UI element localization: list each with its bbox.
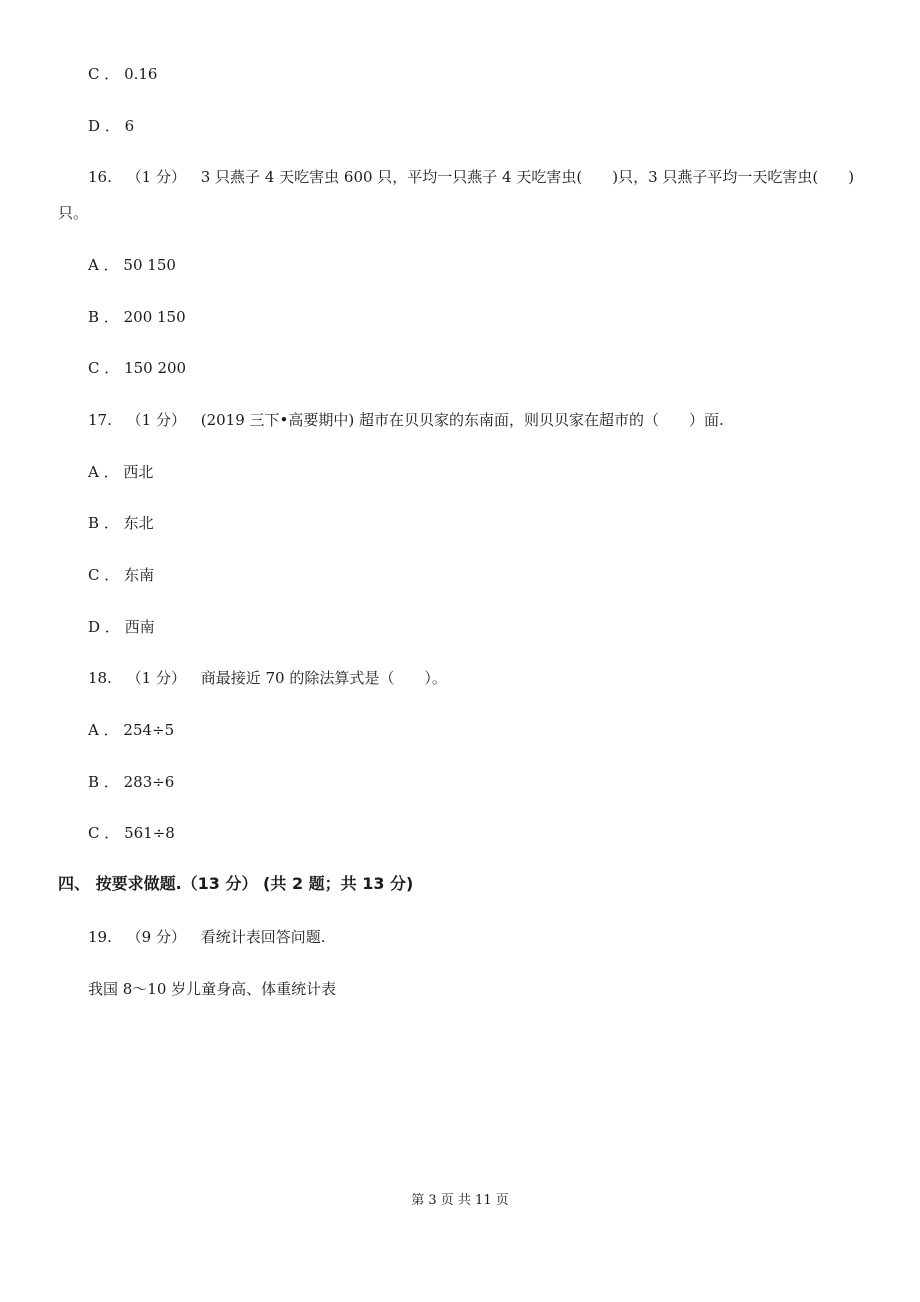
q16-question-continued — [58, 203, 88, 223]
option-letter: A — [88, 463, 99, 481]
option-separator: ． — [103, 721, 119, 739]
option-letter: C — [88, 566, 100, 584]
option-text: 东南 — [124, 566, 155, 584]
option-text: 6 — [124, 117, 135, 135]
option-letter: A — [88, 256, 99, 274]
option-text: 西北 — [123, 463, 154, 481]
option-text: 50 150 — [123, 256, 176, 274]
q17-option-c — [88, 565, 154, 585]
option-separator: ． — [103, 773, 119, 791]
q16-question — [88, 167, 854, 187]
q17-option-b — [88, 513, 154, 533]
q15-option-c — [88, 64, 157, 84]
question-text: 商最接近 70 的除法算式是（ ）。 — [200, 669, 447, 687]
option-separator: ． — [103, 514, 119, 532]
option-separator: ． — [104, 824, 120, 842]
option-text: 283÷6 — [123, 773, 175, 791]
option-letter: D — [88, 618, 101, 636]
question-text: (2019 三下•高要期中) 超市在贝贝家的东南面，则贝贝家在超市的（ ）面. — [200, 411, 724, 429]
q17-option-a — [88, 462, 153, 482]
q19-question — [88, 927, 326, 947]
option-text: 东北 — [123, 514, 154, 532]
option-separator: ． — [103, 256, 119, 274]
q17-option-d — [88, 617, 155, 637]
question-text: 看统计表回答问题. — [200, 928, 326, 946]
section-heading: 四、 按要求做题.（13 分） (共 2 题；共 13 分) — [58, 874, 414, 893]
option-text: 561÷8 — [124, 824, 175, 842]
option-separator: ． — [103, 463, 119, 481]
option-letter: B — [88, 308, 100, 326]
option-text: 西南 — [124, 618, 155, 636]
option-text: 254÷5 — [123, 721, 175, 739]
option-letter: D — [88, 117, 101, 135]
option-separator: ． — [103, 308, 119, 326]
q18-question — [88, 668, 447, 688]
question-number: 16. — [88, 168, 112, 186]
option-letter: B — [88, 773, 100, 791]
question-score: （9 分） — [126, 928, 186, 946]
option-text: 0.16 — [124, 65, 158, 83]
q16-option-c — [88, 358, 186, 378]
question-score: （1 分） — [126, 168, 186, 186]
question-score: （1 分） — [126, 669, 186, 687]
option-letter: C — [88, 65, 100, 83]
question-text-continued: 只。 — [58, 204, 89, 222]
q18-option-b — [88, 772, 174, 792]
q18-option-a — [88, 720, 174, 740]
q17-question — [88, 410, 724, 430]
question-score: （1 分） — [126, 411, 186, 429]
option-text: 150 200 — [124, 359, 187, 377]
q15-option-d — [88, 116, 134, 136]
q16-option-a — [88, 255, 176, 275]
option-separator: ． — [104, 566, 120, 584]
option-text: 200 150 — [123, 308, 186, 326]
question-number: 18. — [88, 669, 112, 687]
page-footer: 第 3 页 共 11 页 — [411, 1193, 509, 1208]
q16-option-b — [88, 307, 186, 327]
question-number: 19. — [88, 928, 112, 946]
question-text: 3 只燕子 4 天吃害虫 600 只，平均一只燕子 4 天吃害虫( )只，3 只燕子平均一天吃害虫( ) — [200, 168, 855, 186]
option-separator: ． — [104, 65, 120, 83]
question-number: 17. — [88, 411, 112, 429]
option-separator: ． — [104, 359, 120, 377]
table-caption: 我国 8～10 岁儿童身高、体重统计表 — [88, 980, 337, 998]
option-letter: B — [88, 514, 100, 532]
option-letter: A — [88, 721, 99, 739]
option-letter: C — [88, 359, 100, 377]
option-separator: ． — [104, 117, 120, 135]
q18-option-c — [88, 823, 175, 843]
option-separator: ． — [104, 618, 120, 636]
option-letter: C — [88, 824, 100, 842]
